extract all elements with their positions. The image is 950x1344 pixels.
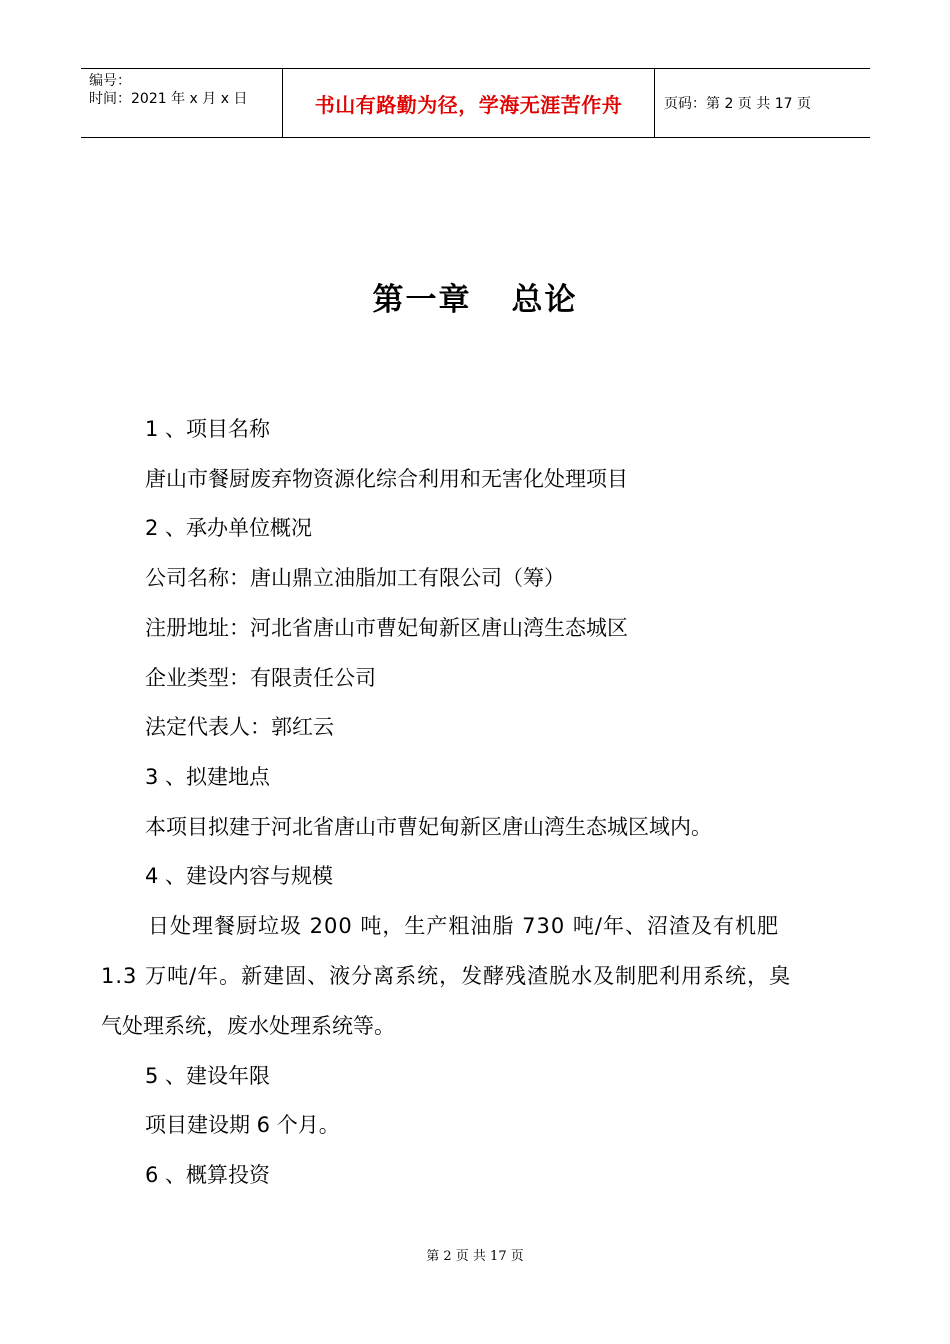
- section-2-heading: 2 、承办单位概况: [145, 516, 313, 540]
- section-4-text-line-1: 日处理餐厨垃圾 200 吨，生产粗油脂 730 吨/年、沼渣及有机肥: [148, 914, 779, 938]
- document-header: [81, 68, 870, 138]
- section-4-text-line-2: 1.3 万吨/年。新建固、液分离系统，发酵残渣脱水及制肥利用系统，臭: [101, 964, 792, 988]
- header-motto: 书山有路勤为径，学海无涯苦作舟: [282, 69, 655, 137]
- enterprise-type: 企业类型：有限责任公司: [145, 666, 376, 690]
- company-name: 公司名称：唐山鼎立油脂加工有限公司（筹）: [145, 566, 565, 590]
- chapter-number: 第一章: [372, 282, 472, 318]
- registered-address: 注册地址：河北省唐山市曹妃甸新区唐山湾生态城区: [145, 616, 628, 640]
- chapter-name: 总论: [511, 282, 578, 318]
- header-page-info: 页码：第 2 页 共 17 页: [664, 96, 811, 112]
- time-label: 时间：2021 年 x 月 x 日: [89, 91, 248, 107]
- section-1-text: 唐山市餐厨废弃物资源化综合利用和无害化处理项目: [145, 467, 628, 491]
- section-4-heading: 4 、建设内容与规模: [145, 864, 334, 888]
- section-4-text-line-3: 气处理系统，废水处理系统等。: [101, 1014, 395, 1038]
- header-meta: [81, 69, 282, 137]
- chapter-title: [0, 274, 950, 319]
- section-6-heading: 6 、概算投资: [145, 1163, 271, 1187]
- page-footer: 第 2 页 共 17 页: [426, 1249, 524, 1264]
- section-1-heading: 1 、项目名称: [145, 417, 271, 441]
- section-3-text: 本项目拟建于河北省唐山市曹妃甸新区唐山湾生态城区域内。: [145, 815, 712, 839]
- legal-representative: 法定代表人：郭红云: [145, 715, 334, 739]
- section-5-text: 项目建设期 6 个月。: [145, 1113, 340, 1137]
- number-label: 编号：: [89, 73, 131, 89]
- section-5-heading: 5 、建设年限: [145, 1064, 271, 1088]
- section-3-heading: 3 、拟建地点: [145, 765, 271, 789]
